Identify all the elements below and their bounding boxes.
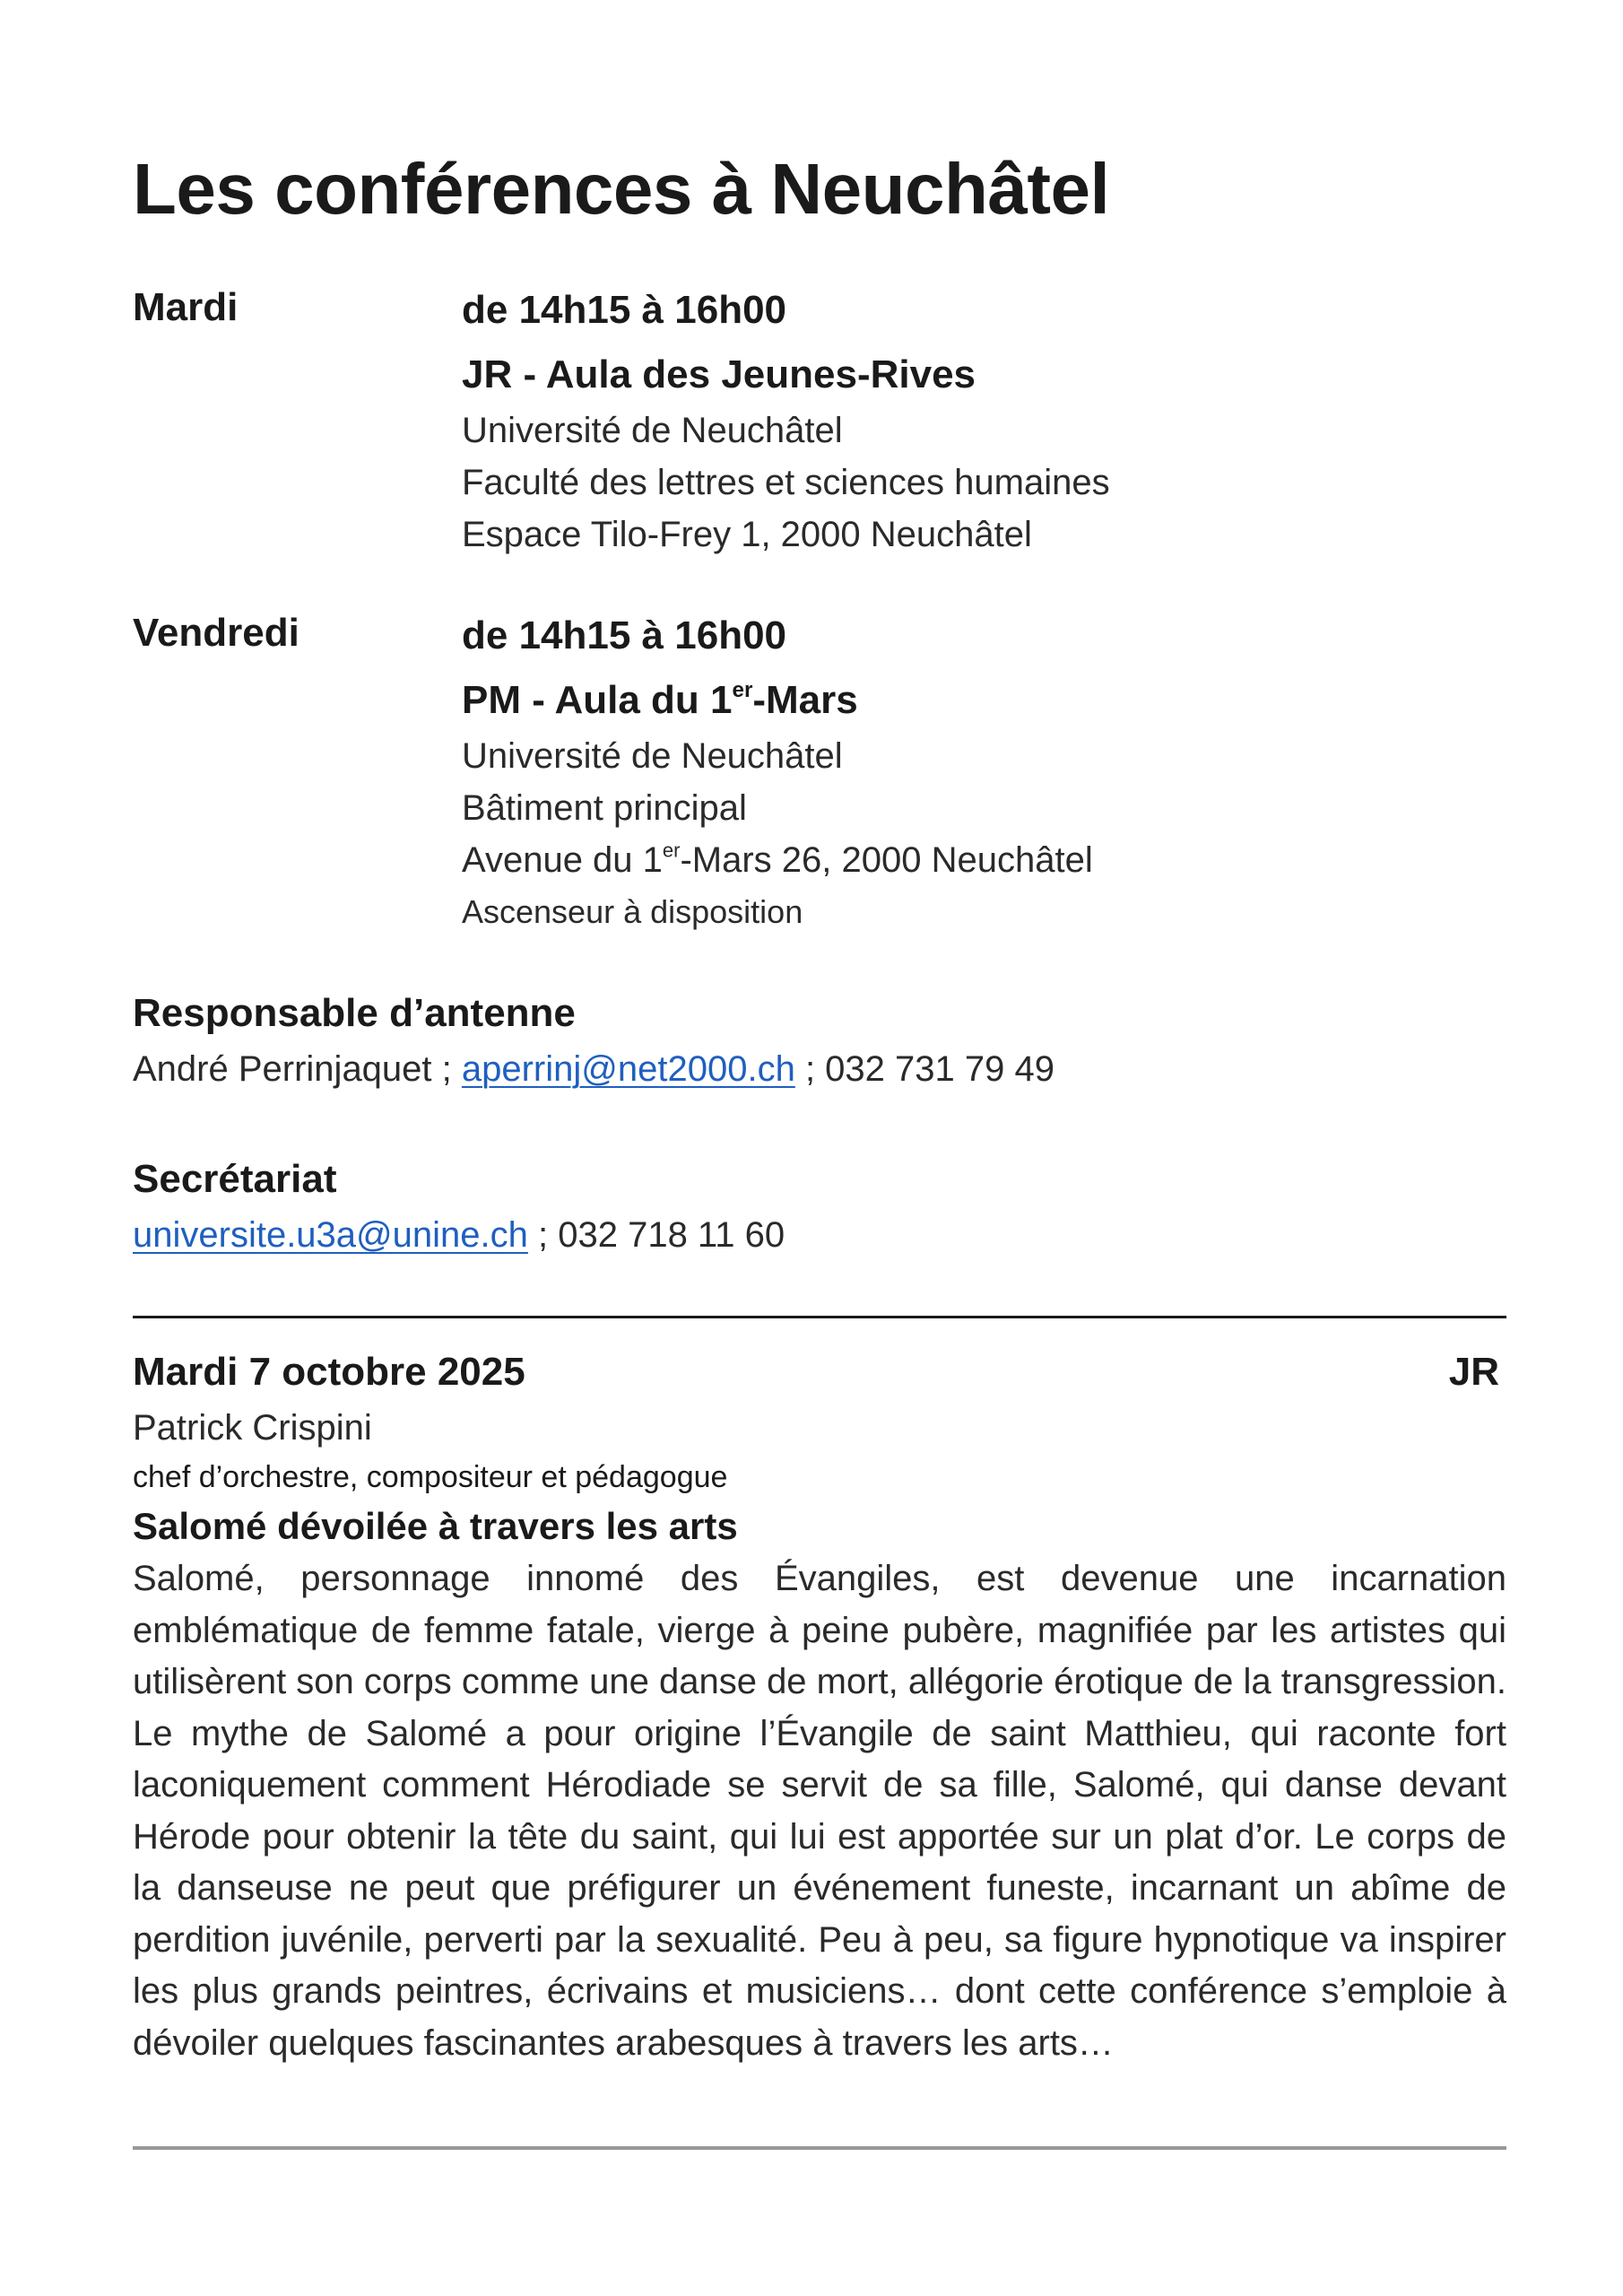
event-date: Mardi 7 octobre 2025 [133, 1350, 525, 1394]
section-divider [133, 1316, 1506, 1318]
page-title: Les conférences à Neuchâtel [133, 149, 1110, 229]
address-line: Université de Neuchâtel [462, 411, 843, 450]
secretariat-email-link[interactable]: universite.u3a@unine.ch [133, 1215, 528, 1255]
address-line: Espace Tilo-Frey 1, 2000 Neuchâtel [462, 515, 1032, 554]
schedule-day: Mardi [133, 285, 239, 329]
event-speaker-role: chef d’orchestre, compositeur et pédagogue [133, 1460, 728, 1494]
event-abstract: Salomé, personnage innomé des Évangiles, est devenue une incarnation emblématique de femme fatale, vierge à peine pubère, magnifiée par les artistes qui utilisèrent son corps comme une danse de mort, allégorie érotique de la transgression. Le mythe de Salomé a pour origine l’Évangile de saint Matthieu, qui raconte fort laconiquement comment Hérodiade se servit de sa fille, Salomé, qui danse devant Hérode pour obtenir la tête du saint, qui lui est apportée sur un plat d’or. Le corps de la danseuse ne peut que préfigurer un événement funeste, incarnant un abîme de perdition juvénile, perverti par la sexualité. Peu à peu, sa figure hypnotique va inspirer les plus grands peintres, écrivains et musiciens… dont cette conférence s’emploie à dévoiler quelques fascinantes arabesques à travers les arts… [133, 1559, 1506, 2063]
schedule-day: Vendredi [133, 611, 299, 655]
address-line: Université de Neuchâtel [462, 736, 843, 776]
schedule-venue: JR - Aula des Jeunes-Rives [462, 352, 976, 396]
event-title: Salomé dévoilée à travers les arts [133, 1505, 738, 1547]
bottom-divider [133, 2146, 1506, 2150]
schedule-time: de 14h15 à 16h00 [462, 613, 787, 657]
schedule-info [462, 285, 1502, 561]
responsable-section [133, 988, 1506, 1094]
schedule-info [462, 611, 1502, 937]
address-line: Bâtiment principal [462, 788, 747, 828]
accessibility-note: Ascenseur à disposition [462, 893, 803, 930]
responsable-contact: André Perrinjaquet ; aperrinj@net2000.ch ; 032 731 79 49 [133, 1049, 1055, 1089]
address-line: Faculté des lettres et sciences humaines [462, 463, 1110, 502]
schedule-time: de 14h15 à 16h00 [462, 288, 787, 332]
event-header [133, 1347, 1506, 1403]
address-line: Avenue du 1er-Mars 26, 2000 Neuchâtel [462, 839, 1093, 880]
secretariat-heading: Secrétariat [133, 1157, 337, 1201]
event-venue-code: JR [1448, 1350, 1499, 1394]
responsable-heading: Responsable d’antenne [133, 991, 576, 1035]
event-speaker: Patrick Crispini [133, 1408, 372, 1448]
event-entry [133, 1347, 1506, 2069]
responsable-email-link[interactable]: aperrinj@net2000.ch [461, 1049, 795, 1089]
schedule-venue: PM - Aula du 1er-Mars [462, 677, 858, 722]
secretariat-contact: universite.u3a@unine.ch ; 032 718 11 60 [133, 1215, 785, 1255]
secretariat-section [133, 1154, 1506, 1260]
